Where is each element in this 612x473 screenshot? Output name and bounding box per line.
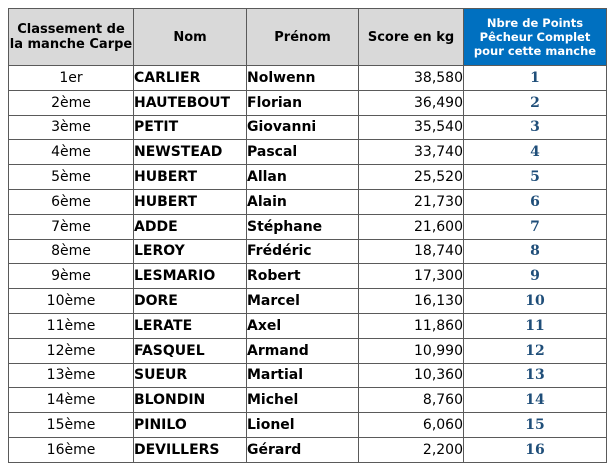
- score-cell: 8,760: [359, 388, 464, 413]
- header-score: Score en kg: [359, 9, 464, 66]
- nom-cell: HAUTEBOUT: [134, 90, 247, 115]
- nom-cell: HUBERT: [134, 165, 247, 190]
- table-row: [9, 189, 607, 214]
- score-cell: 11,860: [359, 313, 464, 338]
- prenom-cell: Robert: [247, 264, 359, 289]
- points-cell: 15: [464, 413, 607, 438]
- prenom-cell: Stéphane: [247, 214, 359, 239]
- points-cell: 9: [464, 264, 607, 289]
- rank-cell: 1er: [9, 66, 134, 91]
- header-rank: Classement de la manche Carpe: [9, 9, 134, 66]
- rank-cell: 16ème: [9, 437, 134, 462]
- points-cell: 7: [464, 214, 607, 239]
- nom-cell: SUEUR: [134, 363, 247, 388]
- table-header: [9, 9, 607, 66]
- rank-cell: 5ème: [9, 165, 134, 190]
- points-cell: 8: [464, 239, 607, 264]
- table-row: [9, 437, 607, 462]
- rank-cell: 4ème: [9, 140, 134, 165]
- prenom-cell: Martial: [247, 363, 359, 388]
- points-cell: 1: [464, 66, 607, 91]
- score-cell: 38,580: [359, 66, 464, 91]
- score-cell: 21,600: [359, 214, 464, 239]
- table-row: [9, 90, 607, 115]
- rank-cell: 6ème: [9, 189, 134, 214]
- prenom-cell: Nolwenn: [247, 66, 359, 91]
- table-row: [9, 115, 607, 140]
- header-prenom: Prénom: [247, 9, 359, 66]
- prenom-cell: Gérard: [247, 437, 359, 462]
- rank-cell: 13ème: [9, 363, 134, 388]
- results-table: [8, 8, 607, 463]
- points-cell: 13: [464, 363, 607, 388]
- nom-cell: LERATE: [134, 313, 247, 338]
- nom-cell: FASQUEL: [134, 338, 247, 363]
- rank-cell: 10ème: [9, 289, 134, 314]
- nom-cell: LEROY: [134, 239, 247, 264]
- rank-cell: 8ème: [9, 239, 134, 264]
- header-nom: Nom: [134, 9, 247, 66]
- points-cell: 6: [464, 189, 607, 214]
- nom-cell: LESMARIO: [134, 264, 247, 289]
- score-cell: 6,060: [359, 413, 464, 438]
- nom-cell: PETIT: [134, 115, 247, 140]
- points-cell: 2: [464, 90, 607, 115]
- table-row: [9, 363, 607, 388]
- prenom-cell: Lionel: [247, 413, 359, 438]
- nom-cell: HUBERT: [134, 189, 247, 214]
- table-row: [9, 338, 607, 363]
- points-cell: 12: [464, 338, 607, 363]
- prenom-cell: Pascal: [247, 140, 359, 165]
- score-cell: 10,990: [359, 338, 464, 363]
- rank-cell: 2ème: [9, 90, 134, 115]
- points-cell: 11: [464, 313, 607, 338]
- prenom-cell: Armand: [247, 338, 359, 363]
- prenom-cell: Frédéric: [247, 239, 359, 264]
- table-row: [9, 165, 607, 190]
- points-cell: 14: [464, 388, 607, 413]
- rank-cell: 9ème: [9, 264, 134, 289]
- prenom-cell: Michel: [247, 388, 359, 413]
- table-row: [9, 239, 607, 264]
- prenom-cell: Florian: [247, 90, 359, 115]
- score-cell: 17,300: [359, 264, 464, 289]
- table-row: [9, 289, 607, 314]
- rank-cell: 14ème: [9, 388, 134, 413]
- score-cell: 21,730: [359, 189, 464, 214]
- table-row: [9, 66, 607, 91]
- score-cell: 35,540: [359, 115, 464, 140]
- table-body: [9, 66, 607, 463]
- rank-cell: 3ème: [9, 115, 134, 140]
- nom-cell: BLONDIN: [134, 388, 247, 413]
- score-cell: 10,360: [359, 363, 464, 388]
- table-row: [9, 413, 607, 438]
- table-row: [9, 140, 607, 165]
- prenom-cell: Allan: [247, 165, 359, 190]
- score-cell: 36,490: [359, 90, 464, 115]
- rank-cell: 11ème: [9, 313, 134, 338]
- score-cell: 33,740: [359, 140, 464, 165]
- points-cell: 16: [464, 437, 607, 462]
- prenom-cell: Alain: [247, 189, 359, 214]
- table-row: [9, 214, 607, 239]
- prenom-cell: Marcel: [247, 289, 359, 314]
- nom-cell: ADDE: [134, 214, 247, 239]
- score-cell: 16,130: [359, 289, 464, 314]
- rank-cell: 15ème: [9, 413, 134, 438]
- points-cell: 4: [464, 140, 607, 165]
- nom-cell: CARLIER: [134, 66, 247, 91]
- prenom-cell: Axel: [247, 313, 359, 338]
- points-cell: 3: [464, 115, 607, 140]
- rank-cell: 7ème: [9, 214, 134, 239]
- header-points: Nbre de Points Pêcheur Complet pour cette manche: [464, 9, 607, 66]
- table-row: [9, 388, 607, 413]
- points-cell: 10: [464, 289, 607, 314]
- header-row: [9, 9, 607, 66]
- score-cell: 2,200: [359, 437, 464, 462]
- table-row: [9, 264, 607, 289]
- nom-cell: DEVILLERS: [134, 437, 247, 462]
- points-cell: 5: [464, 165, 607, 190]
- score-cell: 18,740: [359, 239, 464, 264]
- rank-cell: 12ème: [9, 338, 134, 363]
- score-cell: 25,520: [359, 165, 464, 190]
- prenom-cell: Giovanni: [247, 115, 359, 140]
- nom-cell: PINILO: [134, 413, 247, 438]
- nom-cell: NEWSTEAD: [134, 140, 247, 165]
- nom-cell: DORE: [134, 289, 247, 314]
- table-row: [9, 313, 607, 338]
